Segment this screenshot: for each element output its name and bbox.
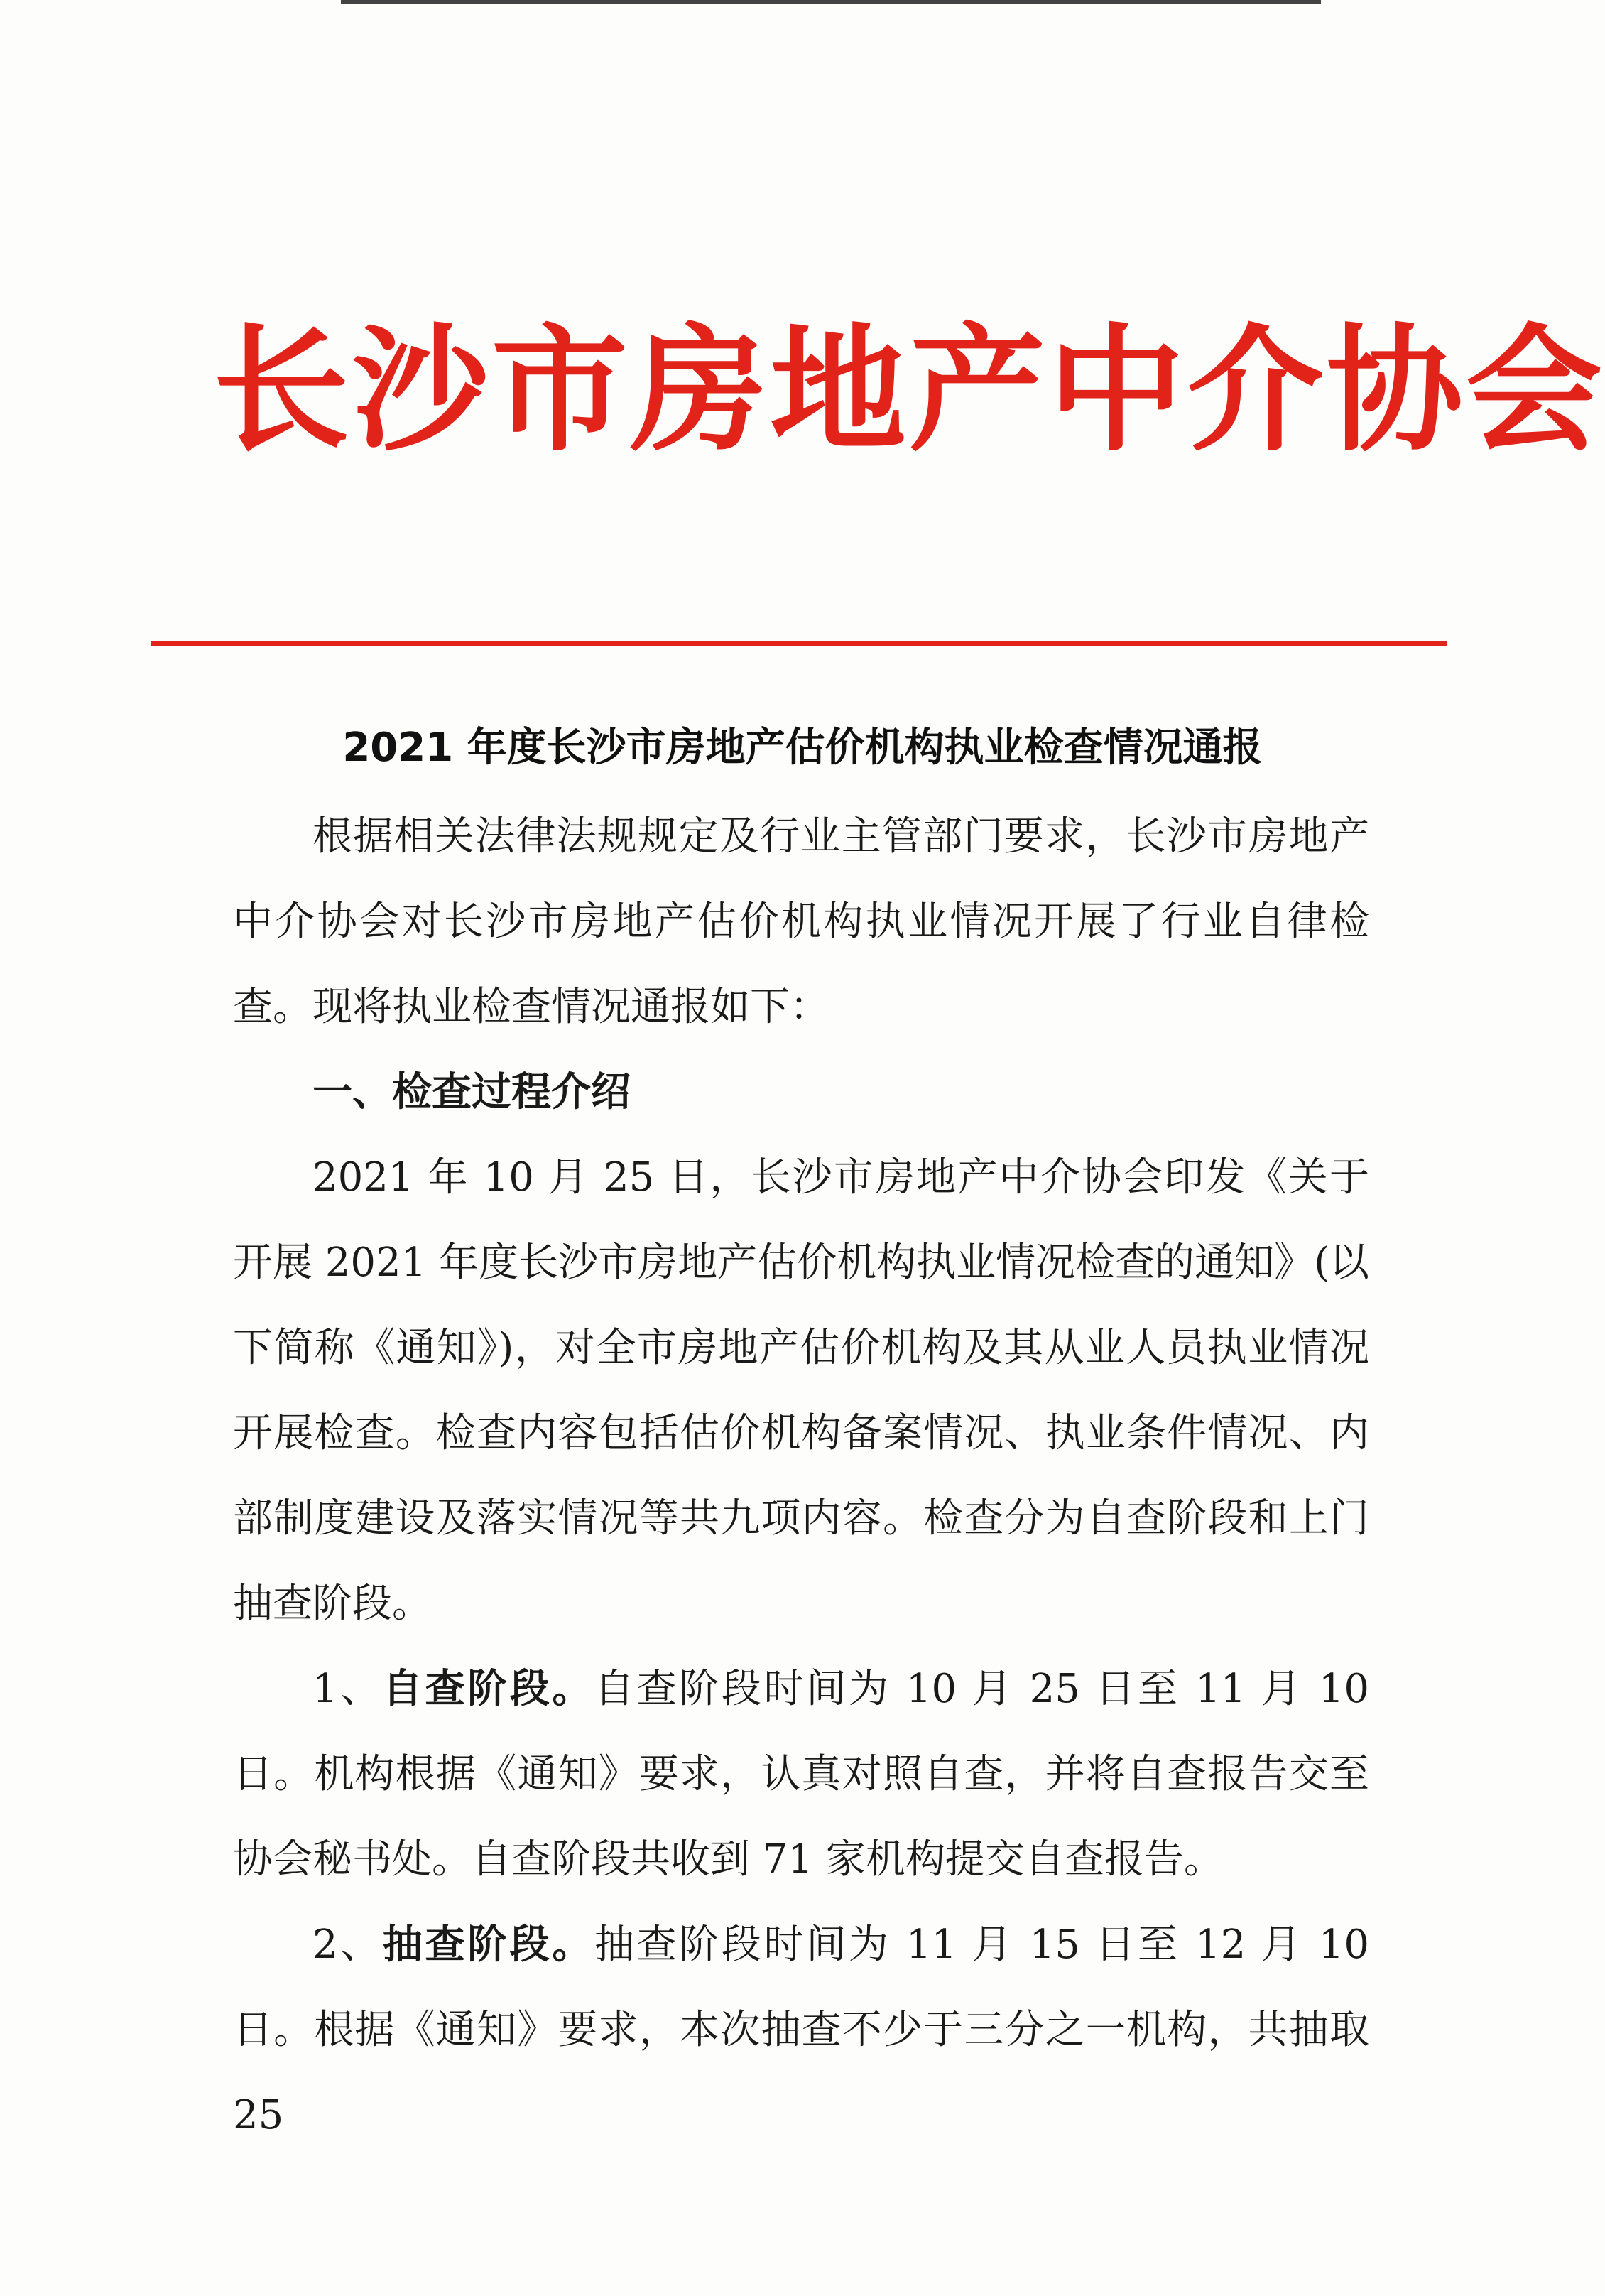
scan-top-edge xyxy=(341,0,1321,4)
intro-paragraph: 根据相关法律法规规定及行业主管部门要求，长沙市房地产中介协会对长沙市房地产估价机构执业情况开展了行业自律检查。现将执业检查情况通报如下： xyxy=(233,813,1369,1030)
document-body xyxy=(233,794,1369,2158)
item-1-text: 自查阶段时间为 10 月 25 日至 11 月 10 日。机构根据《通知》要求，认真对照自查，并将自查报告交至协会秘书处。自查阶段共收到 71 家机构提交自查报告。 xyxy=(233,1666,1370,1883)
item-2-number: 2、 xyxy=(312,1922,383,1968)
section-heading-1: 一、检查过程介绍 xyxy=(312,1069,631,1115)
section-1-paragraph: 2021 年 10 月 25 日，长沙市房地产中介协会印发《关于开展 2021 年度长沙市房地产估价机构执业情况检查的通知》(以下简称《通知》)，对全市房地产估价机构及其从业人员执业情况开展检查。检查内容包括估价机构备案情况、执业条件情况、内部制度建设及落实情况等共九项内容。检查分为自查阶段和上门抽查阶段。 xyxy=(233,1154,1369,1627)
letterhead-title: 长沙市房地产中介协会 xyxy=(213,310,1605,470)
item-1-number: 1、 xyxy=(312,1666,383,1712)
item-1-term: 自查阶段。 xyxy=(382,1666,595,1712)
item-2-term: 抽查阶段。 xyxy=(382,1922,595,1968)
item-1-paragraph xyxy=(233,1647,1369,1902)
letterhead-divider xyxy=(151,641,1447,646)
document-title: 2021 年度长沙市房地产估价机构执业检查情况通报 xyxy=(342,725,1263,771)
item-2-text: 抽查阶段时间为 11 月 15 日至 12 月 10 日。根据《通知》要求，本次抽查不少于三分之一机构，共抽取 25 xyxy=(233,1922,1370,2138)
item-2-paragraph xyxy=(233,1902,1369,2158)
